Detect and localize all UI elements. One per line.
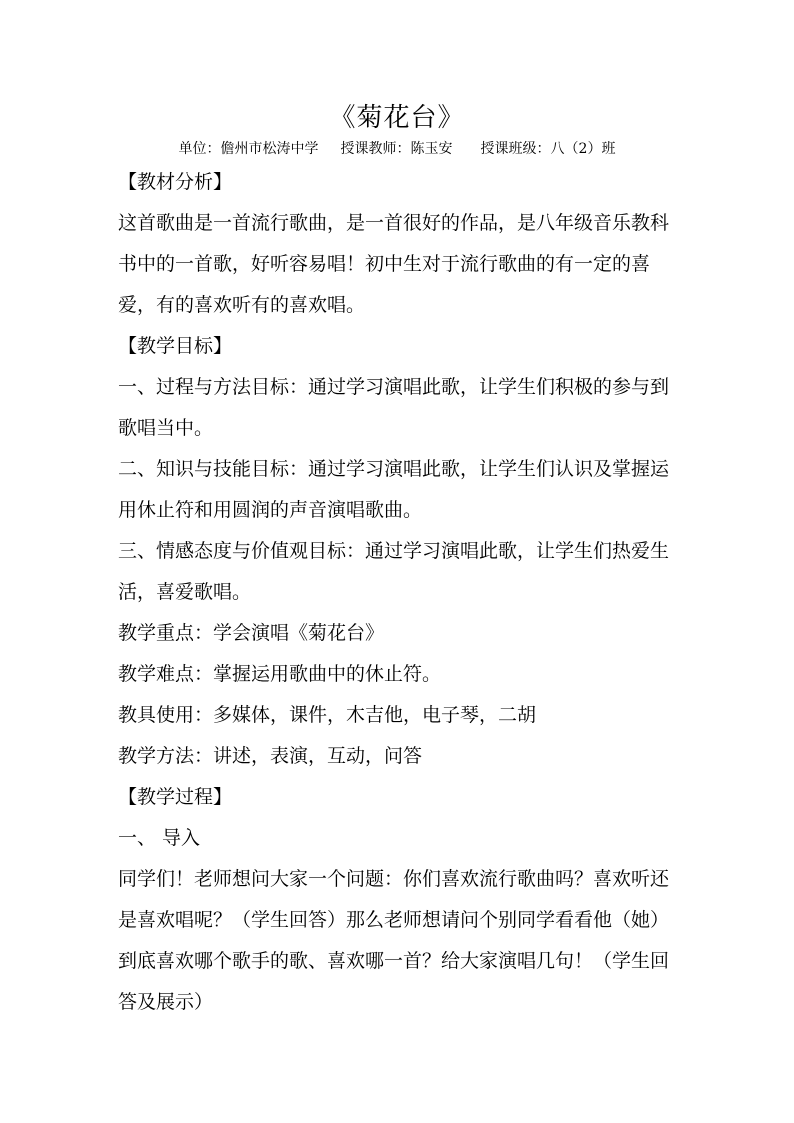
goal-emotion-values: 三、情感态度与价值观目标：通过学习演唱此歌，让学生们热爱生活，喜爱歌唱。 xyxy=(118,540,670,603)
goal-knowledge-skill: 二、知识与技能目标：通过学习演唱此歌，让学生们认识及掌握运用休止符和用圆润的声音演唱歌曲。 xyxy=(118,458,670,521)
paragraph-material-analysis: 这首歌曲是一首流行歌曲，是一首很好的作品，是八年级音乐教科书中的一首歌，好听容易唱！初中生对于流行歌曲的有一定的喜爱，有的喜欢听有的喜欢唱。 xyxy=(118,212,670,316)
step-introduction-heading: 一、 导入 xyxy=(118,827,201,849)
teaching-key-point: 教学重点：学会演唱《菊花台》 xyxy=(118,622,385,644)
paragraph-introduction: 同学们！老师想问大家一个问题：你们喜欢流行歌曲吗？喜欢听还是喜欢唱呢？（学生回答）那么老师想请问个别同学看看他（她）到底喜欢哪个歌手的歌、喜欢哪一首？给大家演唱几句！（学生回答及展示） xyxy=(118,868,670,1013)
teaching-aids: 教具使用：多媒体，课件，木吉他，电子琴，二胡 xyxy=(118,704,537,726)
document-body xyxy=(118,162,678,1023)
meta-teacher: 授课教师：陈玉安 xyxy=(340,141,453,157)
meta-unit: 单位：儋州市松涛中学 xyxy=(178,141,319,157)
teaching-methods: 教学方法：讲述，表演，互动，问答 xyxy=(118,745,423,767)
goal-process-method: 一、过程与方法目标：通过学习演唱此歌，让学生们积极的参与到歌唱当中。 xyxy=(118,376,670,439)
document-meta xyxy=(0,138,794,160)
document-title: 《菊花台》 xyxy=(329,103,465,133)
section-heading-teaching-goals: 【教学目标】 xyxy=(118,335,233,357)
teaching-difficulty: 教学难点：掌握运用歌曲中的休止符。 xyxy=(118,663,442,685)
section-heading-teaching-process: 【教学过程】 xyxy=(118,786,233,808)
meta-class: 授课班级：八（2）班 xyxy=(480,141,616,157)
section-heading-material-analysis: 【教材分析】 xyxy=(118,171,233,193)
